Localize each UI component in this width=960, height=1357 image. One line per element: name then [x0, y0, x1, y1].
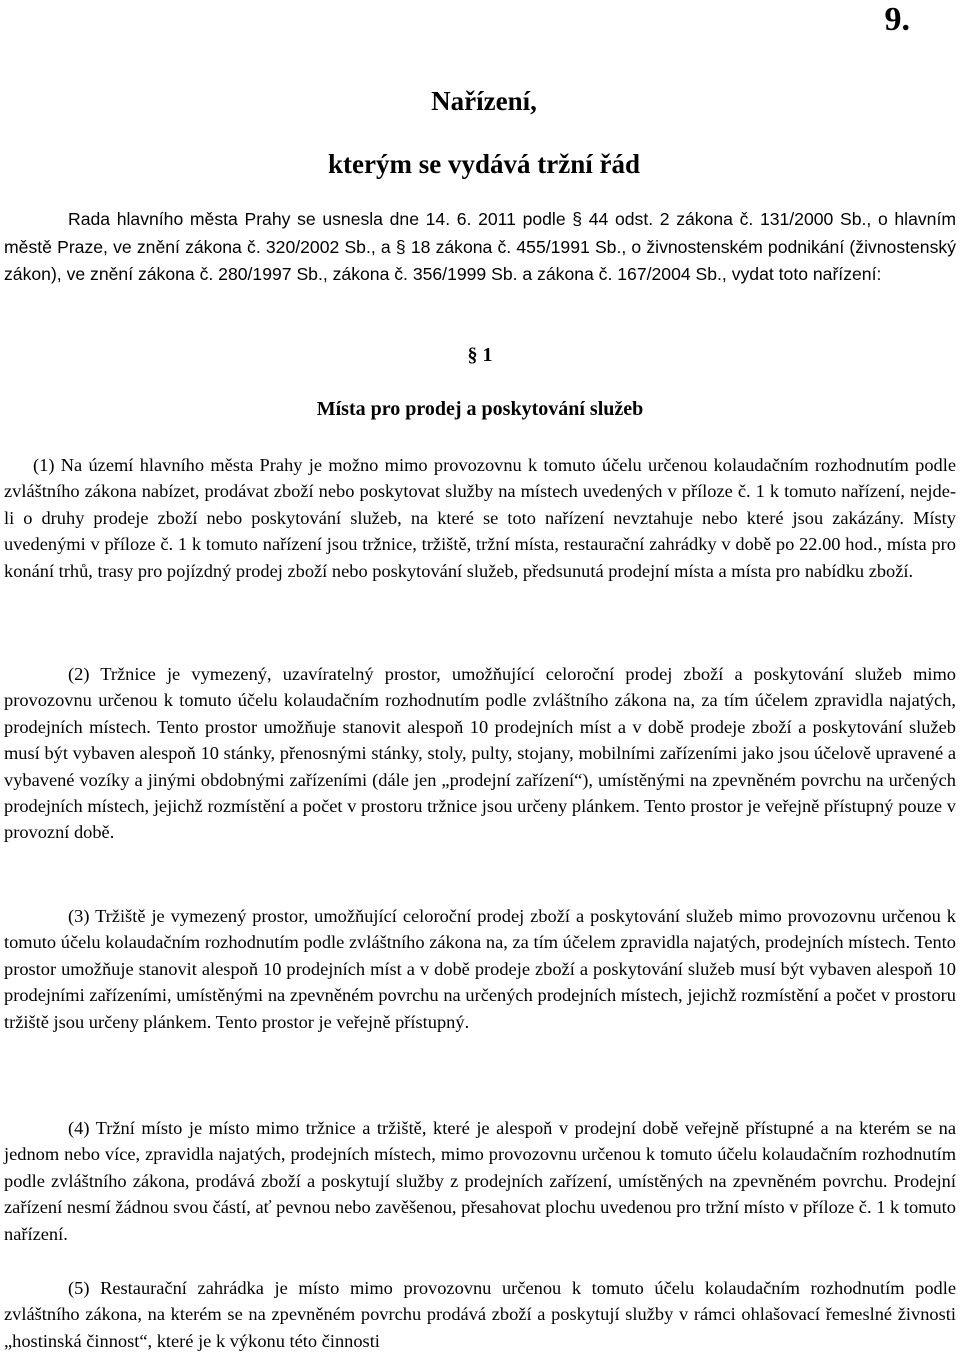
intro-paragraph: Rada hlavního města Prahy se usnesla dne 14. 6. 2011 podle § 44 odst. 2 zákona č. 131/2000 Sb., o hlavním městě Praze, ve znění zákona č. 320/2002 Sb., a § 18 zákona č. 455/1991 Sb., o živnostenském podnikání (živnostenský zákon), ve znění zákona č. 280/1997 Sb., zákona č. 356/1999 Sb. a zákona č. 167/2004 Sb., vydat toto nařízení: [4, 209, 956, 285]
paragraph-5: (5) Restaurační zahrádka je místo mimo provozovnu určenou k tomuto účelu kolaudačním rozhodnutím podle zvláštního zákona, na kterém se na zpevněném povrchu prodává zboží a poskytují služby v rámci ohlašovací řemeslné živnosti „hostinská činnost“, které je k výkonu této činnosti [4, 1278, 956, 1351]
paragraph-2: (2) Tržnice je vymezený, uzavíratelný prostor, umožňující celoroční prodej zboží a poskytování služeb mimo provozovnu určenou k tomuto účelu kolaudačním rozhodnutím podle zvláštního zákona na, za tím účelem zpravidla najatých, prodejních místech. Tento prostor umožňuje stanovit alespoň 10 prodejních míst a v době prodeje zboží a poskytování služeb musí být vybaven alespoň 10 stánky, přenosnými stánky, stoly, pulty, stojany, mobilními zařízeními jako jsou účelově upravené a vybavené vozíky a jinými obdobnými zařízeními (dále jen „prodejní zařízení“), umístěnými na zpevněném povrchu na určených prodejních místech, jejichž rozmístění a počet v prostoru tržnice jsou určeny plánkem. Tento prostor je veřejně přístupný pouze v provozní době. [4, 664, 956, 843]
section-number: § 1 [467, 344, 493, 366]
paragraph-4: (4) Tržní místo je místo mimo tržnice a tržiště, které je alespoň v prodejní době veřejně přístupné a na kterém se na jednom nebo více, zpravidla najatých, prodejních místech, mimo provozovnu určenou k tomuto účelu kolaudačním rozhodnutím podle zvláštního zákona, prodává zboží a poskytují služby z prodejních zařízení, umístěných na zpevněném povrchu. Prodejní zařízení nesmí žádnou svou částí, ať pevnou nebo zavěšenou, přesahovat plochu uvedenou pro tržní místo v příloze č. 1 k tomuto nařízení. [4, 1118, 956, 1244]
section-title: Místa pro prodej a poskytování služeb [316, 398, 644, 420]
document-title: Nařízení, [431, 86, 537, 116]
paragraph-1: (1) Na území hlavního města Prahy je možno mimo provozovnu k tomuto účelu určenou kolaudačním rozhodnutím podle zvláštního zákona nabízet, prodávat zboží nebo poskytovat služby na místech uvedených v příloze č. 1 k tomuto nařízení, nejde-li o druhy prodeje zboží nebo poskytování služeb, na které se toto nařízení nevztahuje nebo které jsou zakázány. Místy uvedenými v příloze č. 1 k tomuto nařízení jsou tržnice, tržiště, tržní místa, restaurační zahrádky v době po 22.00 hod., místa pro konání trhů, trasy pro pojízdný prodej zboží nebo poskytování služeb, předsunutá prodejní místa a místa pro nabídku zboží. [4, 455, 956, 581]
document-subtitle: kterým se vydává tržní řád [328, 149, 640, 179]
paragraph-3: (3) Tržiště je vymezený prostor, umožňující celoroční prodej zboží a poskytování služeb mimo provozovnu určenou k tomuto účelu kolaudačním rozhodnutím podle zvláštního zákona na, za tím účelem zpravidla najatých, prodejních místech. Tento prostor umožňuje stanovit alespoň 10 prodejních míst a v době prodeje zboží a poskytování služeb musí být vybaven alespoň 10 prodejními zařízeními, umístěnými na zpevněném povrchu na určených prodejních místech, jejichž rozmístění a počet v prostoru tržiště jsou určeny plánkem. Tento prostor je veřejně přístupný. [4, 906, 956, 1032]
page-number: 9. [884, 1, 910, 38]
